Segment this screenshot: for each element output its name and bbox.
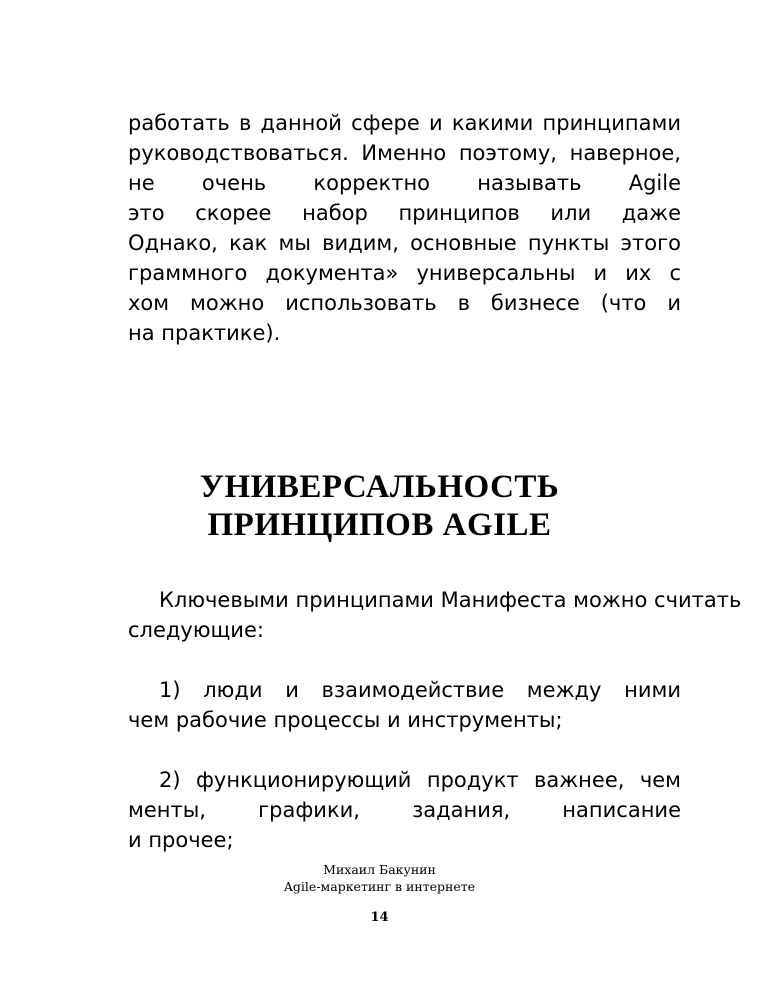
paragraph-principle-2 [128,765,681,855]
footer-book-title: Agile-маркетинг в интернете [283,879,476,894]
text-line: на практике). [128,321,281,345]
text-line: следующие: [128,618,264,642]
heading-line: ПРИНЦИПОВ AGILE [207,507,552,543]
heading-line: УНИВЕРСАЛЬНОСТЬ [199,469,560,505]
chapter-heading [0,468,759,544]
footer-author: Михаил Бакунин [323,862,436,877]
text-line: руководствоваться. Именно поэтому, наверное, [128,141,681,165]
text-line: 1) люди и взаимодействие между ними [159,678,681,702]
text-line: это скорее набор принципов или даже [128,201,681,225]
text-line: Ключевыми принципами Манифеста можно считать [159,588,742,612]
text-line: граммного документа» универсальны и их с [128,261,681,285]
text-line: не очень корректно называть Agile [128,171,681,195]
text-line: 2) функционирующий продукт важнее, чем [159,768,681,792]
text-line: менты, графики, задания, написание [128,798,681,822]
page-number: 14 [370,910,389,925]
text-line: Однако, как мы видим, основные пункты этого [128,231,681,255]
paragraph-principles-intro [128,585,742,645]
text-line: и прочее; [128,828,234,852]
text-line: работать в данной сфере и какими принципами [128,111,681,135]
paragraph-principle-1 [128,675,681,735]
intro-paragraph [128,108,681,348]
page-footer [0,861,759,895]
text-line: хом можно использовать в бизнесе (что и [128,291,681,315]
text-line: чем рабочие процессы и инструменты; [128,708,563,732]
